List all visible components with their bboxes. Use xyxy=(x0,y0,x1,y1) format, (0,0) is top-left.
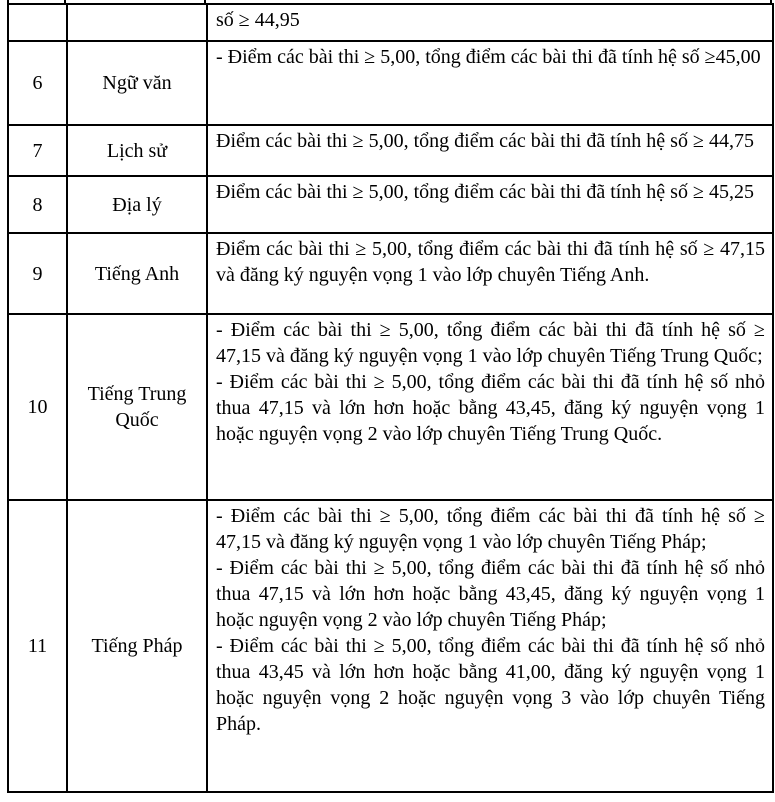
table-row-9 xyxy=(8,233,773,314)
table-row-11 xyxy=(8,500,773,792)
criteria-paragraph: Điểm các bài thi ≥ 5,00, tổng điểm các bài thi đã tính hệ số ≥ 44,75 xyxy=(216,130,754,152)
row-number-cell: 9 xyxy=(8,233,67,314)
subject-cell: Địa lý xyxy=(67,176,207,233)
criteria-cell xyxy=(207,176,773,233)
subject-cell: Ngữ văn xyxy=(67,41,207,125)
criteria-cell xyxy=(207,125,773,176)
criteria-cell xyxy=(207,314,773,500)
subject-cell: Lịch sử xyxy=(67,125,207,176)
criteria-paragraph: Điểm các bài thi ≥ 5,00, tổng điểm các bài thi đã tính hệ số ≥ 45,25 xyxy=(216,181,754,203)
subject-cell: Tiếng Anh xyxy=(67,233,207,314)
row-number-cell xyxy=(8,4,67,41)
row-number-cell: 11 xyxy=(8,500,67,792)
subject-cell: Tiếng Trung Quốc xyxy=(67,314,207,500)
criteria-cell xyxy=(207,4,773,41)
table-row-8 xyxy=(8,176,773,233)
criteria-paragraph: số ≥ 44,95 xyxy=(216,9,300,31)
subject-cell: Tiếng Pháp xyxy=(67,500,207,792)
criteria-paragraph: - Điểm các bài thi ≥ 5,00, tổng điểm các bài thi đã tính hệ số ≥ 47,15 và đăng ký nguyện vọng 1 vào lớp chuyên Tiếng Pháp; xyxy=(216,505,765,553)
table-row-7 xyxy=(8,125,773,176)
table-row-6 xyxy=(8,41,773,125)
criteria-paragraph: - Điểm các bài thi ≥ 5,00, tổng điểm các bài thi đã tính hệ số nhỏ thua 47,15 và lớn hơn hoặc bằng 43,45, đăng ký nguyện vọng 1 hoặc nguyện vọng 2 vào lớp chuyên Tiếng Trung Quốc. xyxy=(216,371,765,445)
table-row-partial xyxy=(8,4,773,41)
criteria-paragraph: - Điểm các bài thi ≥ 5,00, tổng điểm các bài thi đã tính hệ số nhỏ thua 43,45 và lớn hơn hoặc bằng 41,00, đăng ký nguyện vọng 1 hoặc nguyện vọng 2 hoặc nguyện vọng 3 vào lớp chuyên Tiếng Pháp. xyxy=(216,635,765,735)
admission-criteria-table xyxy=(7,3,774,793)
criteria-cell xyxy=(207,233,773,314)
row-number-cell: 7 xyxy=(8,125,67,176)
criteria-cell xyxy=(207,41,773,125)
criteria-paragraph: - Điểm các bài thi ≥ 5,00, tổng điểm các bài thi đã tính hệ số ≥45,00 xyxy=(216,46,761,68)
row-number-cell: 10 xyxy=(8,314,67,500)
criteria-paragraph: - Điểm các bài thi ≥ 5,00, tổng điểm các bài thi đã tính hệ số ≥ 47,15 và đăng ký nguyện vọng 1 vào lớp chuyên Tiếng Trung Quốc; xyxy=(216,319,765,367)
criteria-paragraph: - Điểm các bài thi ≥ 5,00, tổng điểm các bài thi đã tính hệ số nhỏ thua 47,15 và lớn hơn hoặc bằng 43,45, đăng ký nguyện vọng 1 hoặc nguyện vọng 2 vào lớp chuyên Tiếng Pháp; xyxy=(216,557,765,631)
row-number-cell: 8 xyxy=(8,176,67,233)
criteria-cell xyxy=(207,500,773,792)
criteria-paragraph: Điểm các bài thi ≥ 5,00, tổng điểm các bài thi đã tính hệ số ≥ 47,15 và đăng ký nguyện vọng 1 vào lớp chuyên Tiếng Anh. xyxy=(216,238,765,286)
table-row-10 xyxy=(8,314,773,500)
subject-cell xyxy=(67,4,207,41)
row-number-cell: 6 xyxy=(8,41,67,125)
